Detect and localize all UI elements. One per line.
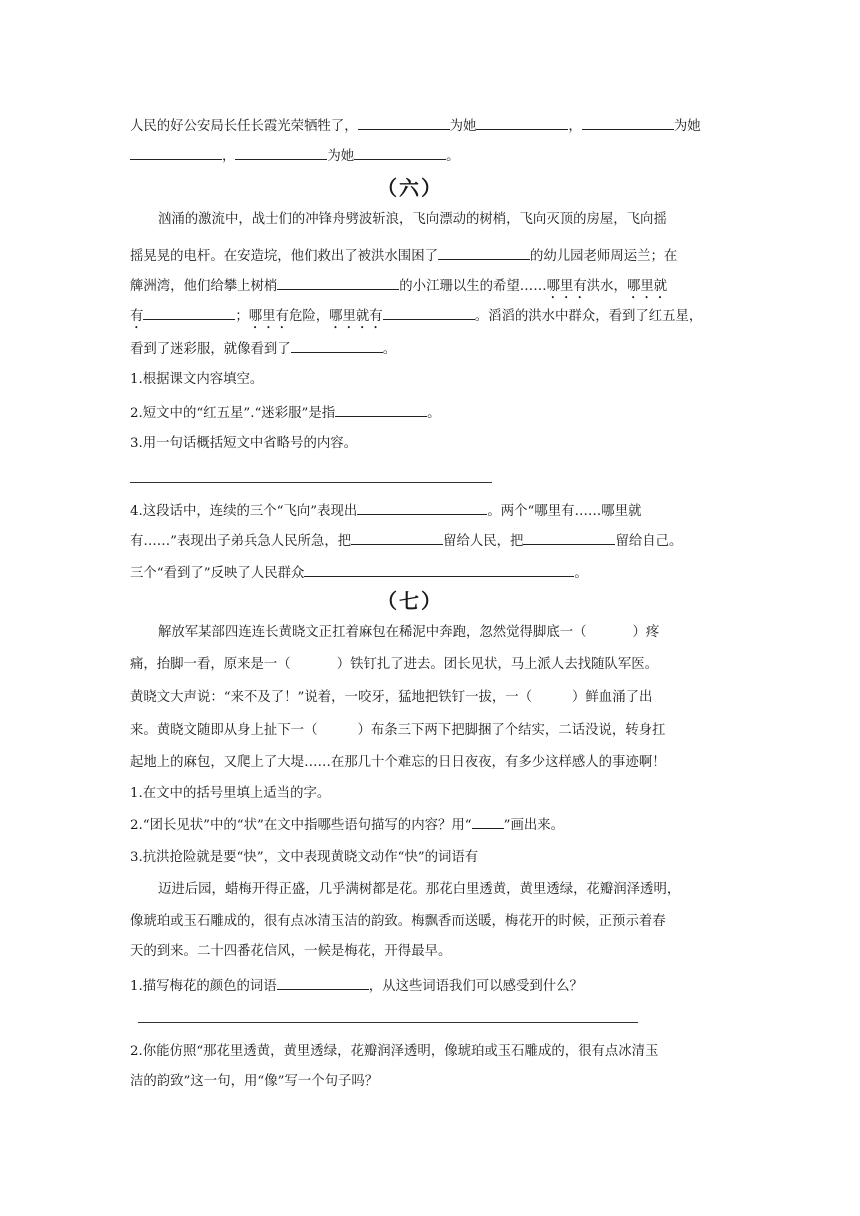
blank[interactable] [304, 562, 574, 577]
sec7-para-line-5: 起地上的麻包，又爬上了大堤……在那几十个难忘的日日夜夜，有多少这样感人的事迹啊！ [130, 755, 666, 770]
sec6-question-1: 1.根据课文内容填空。 [130, 372, 264, 387]
sec6-para-line-2: 摇晃晃的电杆。在安造垸，他们救出了被洪水围困了 的幼儿园老师周运兰；在 [130, 245, 677, 267]
sec8-question-2-line-1: 2.你能仿照“那花里透黄，黄里透绿，花瓣润泽透明，像琥珀或玉石雕成的，很有点冰清玉 [130, 1044, 659, 1059]
sec5-line-2: ， 为她 。 [130, 145, 460, 167]
underline-sample [472, 816, 504, 829]
answer-line[interactable] [130, 482, 492, 483]
blank[interactable] [235, 145, 327, 160]
blank[interactable] [143, 305, 235, 320]
blank[interactable] [335, 402, 427, 417]
blank[interactable] [523, 530, 615, 545]
sec5-line-1: 人民的好公安局长任长霞光荣牺牲了， 为她 ， 为她 [130, 115, 701, 137]
sec6-para-line-4: 有 ；哪里有危险，哪里就有 。滔滔的洪水中群众，看到了红五星， [130, 305, 702, 332]
blank[interactable] [358, 115, 450, 130]
section-heading-6: （六） [377, 176, 443, 200]
blank[interactable] [476, 115, 568, 130]
blank[interactable] [582, 115, 674, 130]
sec6-question-2: 2.短文中的“红五星”.“迷彩服”是指 。 [130, 402, 441, 424]
blank[interactable] [351, 530, 443, 545]
section-heading-7: （七） [377, 589, 443, 613]
blank[interactable] [357, 500, 487, 515]
blank[interactable] [277, 275, 399, 290]
sec8-question-1: 1.描写梅花的颜色的词语 ，从这些词语我们可以感受到什么？ [130, 975, 583, 997]
sec6-para-line-5: 看到了迷彩服，就像看到了 。 [130, 338, 396, 360]
sec6-question-3: 3.用一句话概括短文中省略号的内容。 [130, 436, 358, 451]
blank[interactable] [277, 975, 369, 990]
sec7-para-line-3: 黄晓文大声说：“来不及了！”说着，一咬牙，猛地把铁钉一拔，一（ ）鲜血涌了出 [130, 690, 653, 705]
sec8-para-line-1: 迈进后园，蜡梅开得正盛，几乎满树都是花。那花白里透黄，黄里透绿，花瓣润泽透明， [158, 882, 681, 897]
sec6-question-4-line-3: 三个“看到了”反映了人民群众 。 [130, 562, 588, 584]
sec6-para-line-3: 簰洲湾，他们给攀上树梢 的小江珊以生的希望……哪里有洪水，哪里就 [130, 275, 667, 302]
sec7-question-3: 3.抗洪抢险就是要“快”，文中表现黄晓文动作“快”的词语有 [130, 850, 479, 865]
blank[interactable] [354, 145, 446, 160]
sec8-question-2-line-2: 洁的韵致”这一句，用“像”写一个句子吗？ [130, 1074, 379, 1089]
sec8-para-line-3: 天的到来。二十四番花信风，一候是梅花，开得最早。 [130, 944, 452, 959]
answer-line[interactable] [138, 1022, 638, 1023]
sec6-question-4-line-1: 4.这段话中，连续的三个“飞向”表现出 。两个“哪里有……哪里就 [130, 500, 641, 522]
sec7-para-line-2: 痛，抬脚一看，原来是一（ ）铁钉扎了进去。团长见状，马上派人去找随队军医。 [130, 657, 659, 672]
sec7-para-line-4: 来。黄晓文随即从身上扯下一（ ）布条三下两下把脚捆了个结实，二话没说，转身扛 [130, 723, 666, 738]
sec7-para-line-1: 解放军某部四连连长黄晓文正扛着麻包在稀泥中奔跑，忽然觉得脚底一（ ）疼 [158, 625, 660, 640]
sec8-para-line-2: 像琥珀或玉石雕成的，很有点冰清玉洁的韵致。梅飘香而送暖，梅花开的时候，正预示着春 [130, 914, 666, 929]
blank[interactable] [383, 305, 475, 320]
blank[interactable] [438, 245, 530, 260]
sec6-question-4-line-2: 有……”表现出子弟兵急人民所急，把 留给人民，把 留给自己。 [130, 530, 682, 552]
sec6-para-line-1: 汹涌的激流中，战士们的冲锋舟劈波斩浪，飞向漂动的树梢，飞向灭顶的房屋，飞向摇 [158, 212, 667, 227]
blank[interactable] [291, 338, 383, 353]
sec7-question-1: 1.在文中的括号里填上适当的字。 [130, 786, 331, 801]
blank[interactable] [130, 145, 222, 160]
sec7-question-2: 2.“团长见状”中的“状”在文中指哪些语句描写的内容？用“ ”画出来。 [130, 818, 565, 833]
